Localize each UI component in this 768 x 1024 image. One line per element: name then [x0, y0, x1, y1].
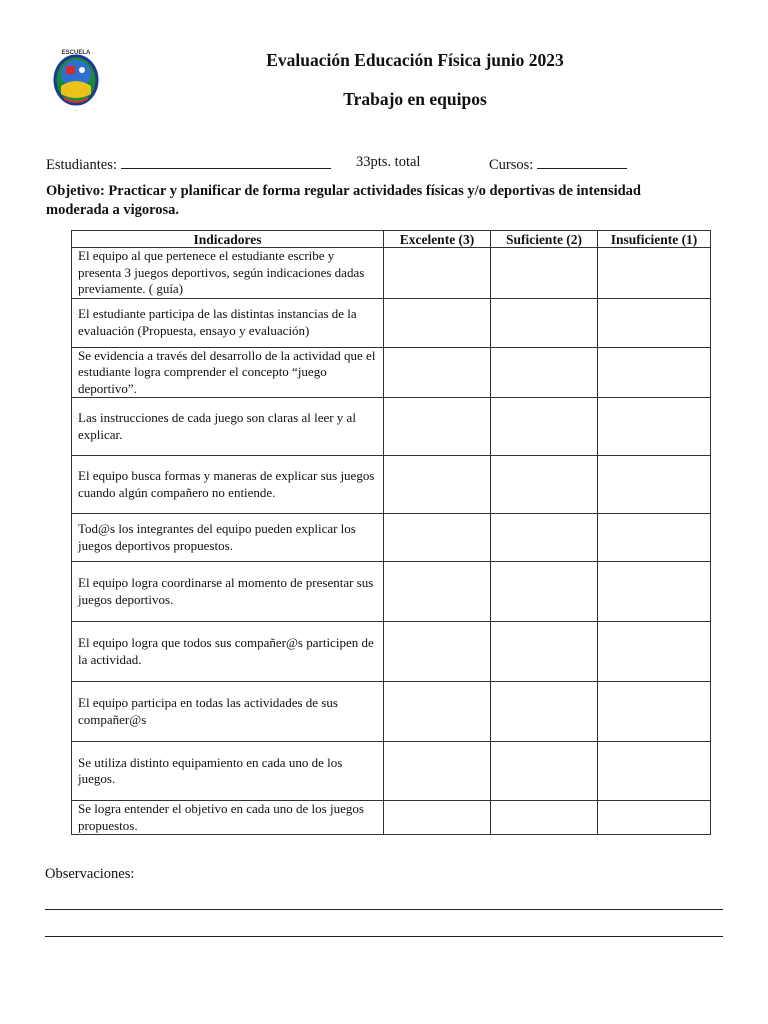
table-row — [72, 514, 711, 562]
observations-label: Observaciones: — [45, 866, 135, 882]
indicator-cell: Se utiliza distinto equipamiento en cada uno de los juegos. — [72, 742, 384, 801]
indicator-cell: El equipo logra que todos sus compañer@s participen de la actividad. — [72, 622, 384, 682]
courses-label: Cursos: — [489, 157, 534, 173]
score-cell-suficiente[interactable] — [491, 456, 598, 514]
school-crest-logo-icon — [52, 46, 100, 114]
students-label: Estudiantes: — [46, 157, 117, 173]
score-cell-suficiente[interactable] — [491, 801, 598, 835]
rubric-table — [71, 230, 711, 835]
objective-text: Objetivo: Practicar y planificar de forma regular actividades físicas y/o deportivas de intensidad moderada a vigorosa. — [46, 183, 641, 218]
score-cell-suficiente[interactable] — [491, 298, 598, 347]
score-cell-suficiente[interactable] — [491, 347, 598, 398]
score-cell-suficiente[interactable] — [491, 682, 598, 742]
header-excelente: Excelente (3) — [384, 231, 491, 248]
courses-blank-line — [537, 154, 627, 169]
indicator-cell: Las instrucciones de cada juego son claras al leer y al explicar. — [72, 398, 384, 456]
header-suficiente: Suficiente (2) — [491, 231, 598, 248]
table-row — [72, 298, 711, 347]
table-row — [72, 682, 711, 742]
courses-field — [489, 154, 627, 174]
score-cell-insuficiente[interactable] — [598, 562, 711, 622]
score-cell-insuficiente[interactable] — [598, 347, 711, 398]
indicator-cell: El estudiante participa de las distintas instancias de la evaluación (Propuesta, ensayo y evaluación) — [72, 298, 384, 347]
table-header-row — [72, 231, 711, 248]
page-subtitle: Trabajo en equipos — [343, 89, 487, 109]
observations-line-1[interactable] — [45, 909, 723, 910]
indicator-cell: Se evidencia a través del desarrollo de la actividad que el estudiante logra comprender el concepto “juego deportivo”. — [72, 347, 384, 398]
score-cell-insuficiente[interactable] — [598, 398, 711, 456]
observations-line-2[interactable] — [45, 936, 723, 937]
table-row — [72, 622, 711, 682]
score-cell-insuficiente[interactable] — [598, 742, 711, 801]
score-cell-excelente[interactable] — [384, 562, 491, 622]
score-cell-excelente[interactable] — [384, 456, 491, 514]
score-cell-excelente[interactable] — [384, 298, 491, 347]
header-indicadores: Indicadores — [72, 231, 384, 248]
table-row — [72, 456, 711, 514]
school-logo — [52, 46, 100, 114]
score-cell-excelente[interactable] — [384, 347, 491, 398]
score-cell-excelente[interactable] — [384, 682, 491, 742]
score-cell-insuficiente[interactable] — [598, 248, 711, 299]
indicator-cell: El equipo logra coordinarse al momento de presentar sus juegos deportivos. — [72, 562, 384, 622]
indicator-cell: El equipo busca formas y maneras de explicar sus juegos cuando algún compañero no entiende. — [72, 456, 384, 514]
score-cell-excelente[interactable] — [384, 801, 491, 835]
table-row — [72, 248, 711, 299]
score-cell-insuficiente[interactable] — [598, 682, 711, 742]
table-row — [72, 742, 711, 801]
table-row — [72, 398, 711, 456]
score-cell-excelente[interactable] — [384, 398, 491, 456]
svg-text:···: ··· — [74, 108, 78, 113]
score-cell-suficiente[interactable] — [491, 562, 598, 622]
score-cell-insuficiente[interactable] — [598, 801, 711, 835]
table-row — [72, 562, 711, 622]
table-row — [72, 347, 711, 398]
table-row — [72, 801, 711, 835]
score-cell-suficiente[interactable] — [491, 248, 598, 299]
indicator-cell: El equipo al que pertenece el estudiante escribe y presenta 3 juegos deportivos, según indicaciones dadas previamente. ( guía) — [72, 248, 384, 299]
score-cell-suficiente[interactable] — [491, 622, 598, 682]
indicator-cell: Tod@s los integrantes del equipo pueden explicar los juegos deportivos propuestos. — [72, 514, 384, 562]
score-cell-insuficiente[interactable] — [598, 456, 711, 514]
score-cell-insuficiente[interactable] — [598, 622, 711, 682]
students-blank-line — [121, 154, 331, 169]
page-title: Evaluación Educación Física junio 2023 — [266, 50, 564, 70]
indicator-cell: Se logra entender el objetivo en cada uno de los juegos propuestos. — [72, 801, 384, 835]
score-cell-insuficiente[interactable] — [598, 514, 711, 562]
score-cell-excelente[interactable] — [384, 514, 491, 562]
score-cell-excelente[interactable] — [384, 622, 491, 682]
header-insuficiente: Insuficiente (1) — [598, 231, 711, 248]
students-field — [46, 154, 331, 174]
score-cell-suficiente[interactable] — [491, 514, 598, 562]
score-cell-suficiente[interactable] — [491, 742, 598, 801]
score-cell-excelente[interactable] — [384, 248, 491, 299]
score-cell-suficiente[interactable] — [491, 398, 598, 456]
logo-text: ESCUELA — [61, 50, 91, 56]
score-cell-insuficiente[interactable] — [598, 298, 711, 347]
score-cell-excelente[interactable] — [384, 742, 491, 801]
indicator-cell: El equipo participa en todas las actividades de sus compañer@s — [72, 682, 384, 742]
points-total: 33pts. total — [356, 154, 421, 170]
